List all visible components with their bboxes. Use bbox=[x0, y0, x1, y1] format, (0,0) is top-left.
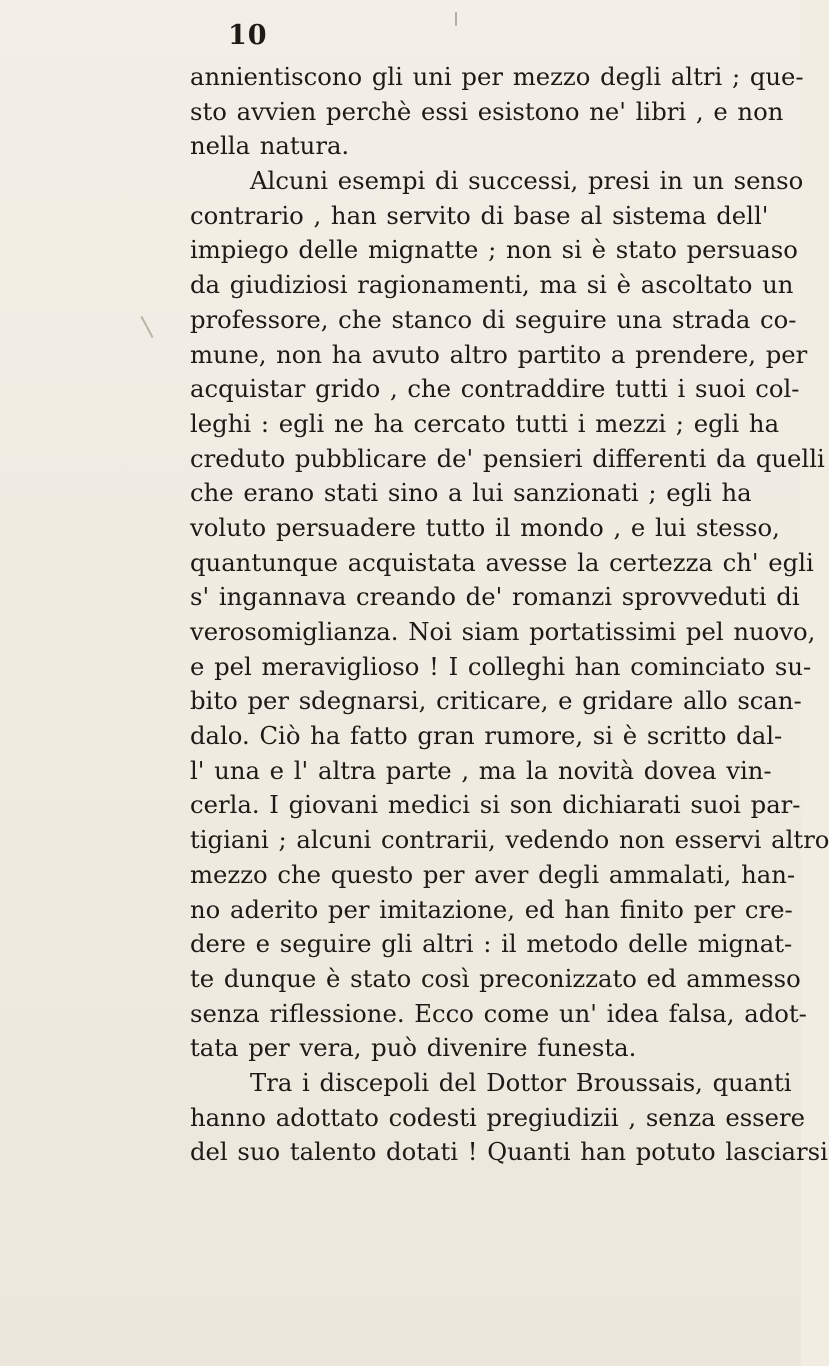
body-text bbox=[190, 60, 829, 1170]
text-line: l' una e l' altra parte , ma la novità dovea vin- bbox=[190, 755, 772, 785]
text-line: professore, che stanco di seguire una strada co- bbox=[190, 304, 797, 334]
text-line: che erano stati sino a lui sanzionati ; egli ha bbox=[190, 478, 752, 508]
text-line: tata per vera, può divenire funesta. bbox=[190, 1033, 637, 1063]
text-line: annientiscono gli uni per mezzo degli altri ; que- bbox=[190, 62, 804, 91]
text-line: s' ingannava creando de' romanzi sprovveduti di bbox=[190, 582, 800, 612]
paper-smudge bbox=[455, 12, 457, 26]
text-line: te dunque è stato così preconizzato ed ammesso bbox=[190, 963, 801, 993]
margin-mark bbox=[140, 316, 153, 338]
page-number: 10 bbox=[228, 20, 268, 51]
paragraph-first-line: Alcuni esempi di successi, presi in un senso bbox=[250, 166, 804, 196]
text-line: creduto pubblicare de' pensieri differenti da quelli bbox=[190, 443, 825, 473]
text-line: sto avvien perchè essi esistono ne' libri , e non bbox=[190, 96, 784, 126]
text-line: bito per sdegnarsi, criticare, e gridare allo scan- bbox=[190, 686, 802, 716]
text-line: voluto persuadere tutto il mondo , e lui stesso, bbox=[190, 512, 780, 542]
text-line: no aderito per imitazione, ed han finito per cre- bbox=[190, 894, 793, 924]
text-line: quantunque acquistata avesse la certezza ch' egli bbox=[190, 547, 814, 577]
text-line: senza riflessione. Ecco come un' idea falsa, adot- bbox=[190, 998, 807, 1028]
text-line: cerla. I giovani medici si son dichiarati suoi par- bbox=[190, 790, 801, 820]
text-line: verosomiglianza. Noi siam portatissimi pel nuovo, bbox=[190, 617, 816, 646]
text-line: leghi : egli ne ha cercato tutti i mezzi ; egli ha bbox=[190, 408, 780, 438]
text-line: dalo. Ciò ha fatto gran rumore, si è scritto dal- bbox=[190, 721, 783, 751]
text-line: e pel meraviglioso ! I colleghi han cominciato su- bbox=[190, 651, 812, 681]
paragraph-first-line: Tra i discepoli del Dottor Broussais, quanti bbox=[250, 1067, 792, 1097]
text-line: hanno adottato codesti pregiudizii , senza essere bbox=[190, 1102, 806, 1132]
text-line: tigiani ; alcuni contrarii, vedendo non esservi altro bbox=[190, 825, 829, 855]
text-line: contrario , han servito di base al sistema dell' bbox=[190, 200, 769, 230]
text-line: impiego delle mignatte ; non si è stato persuaso bbox=[190, 235, 798, 265]
text-line: mezzo che questo per aver degli ammalati, han- bbox=[190, 859, 796, 889]
text-line: del suo talento dotati ! Quanti han potuto lasciarsi bbox=[190, 1137, 828, 1167]
text-line: dere e seguire gli altri : il metodo delle mignat- bbox=[190, 929, 793, 959]
text-line: acquistar grido , che contraddire tutti i suoi col- bbox=[190, 374, 800, 404]
text-line: nella natura. bbox=[190, 131, 350, 161]
text-line: mune, non ha avuto altro partito a prendere, per bbox=[190, 339, 808, 369]
text-line: da giudiziosi ragionamenti, ma si è ascoltato un bbox=[190, 270, 794, 300]
